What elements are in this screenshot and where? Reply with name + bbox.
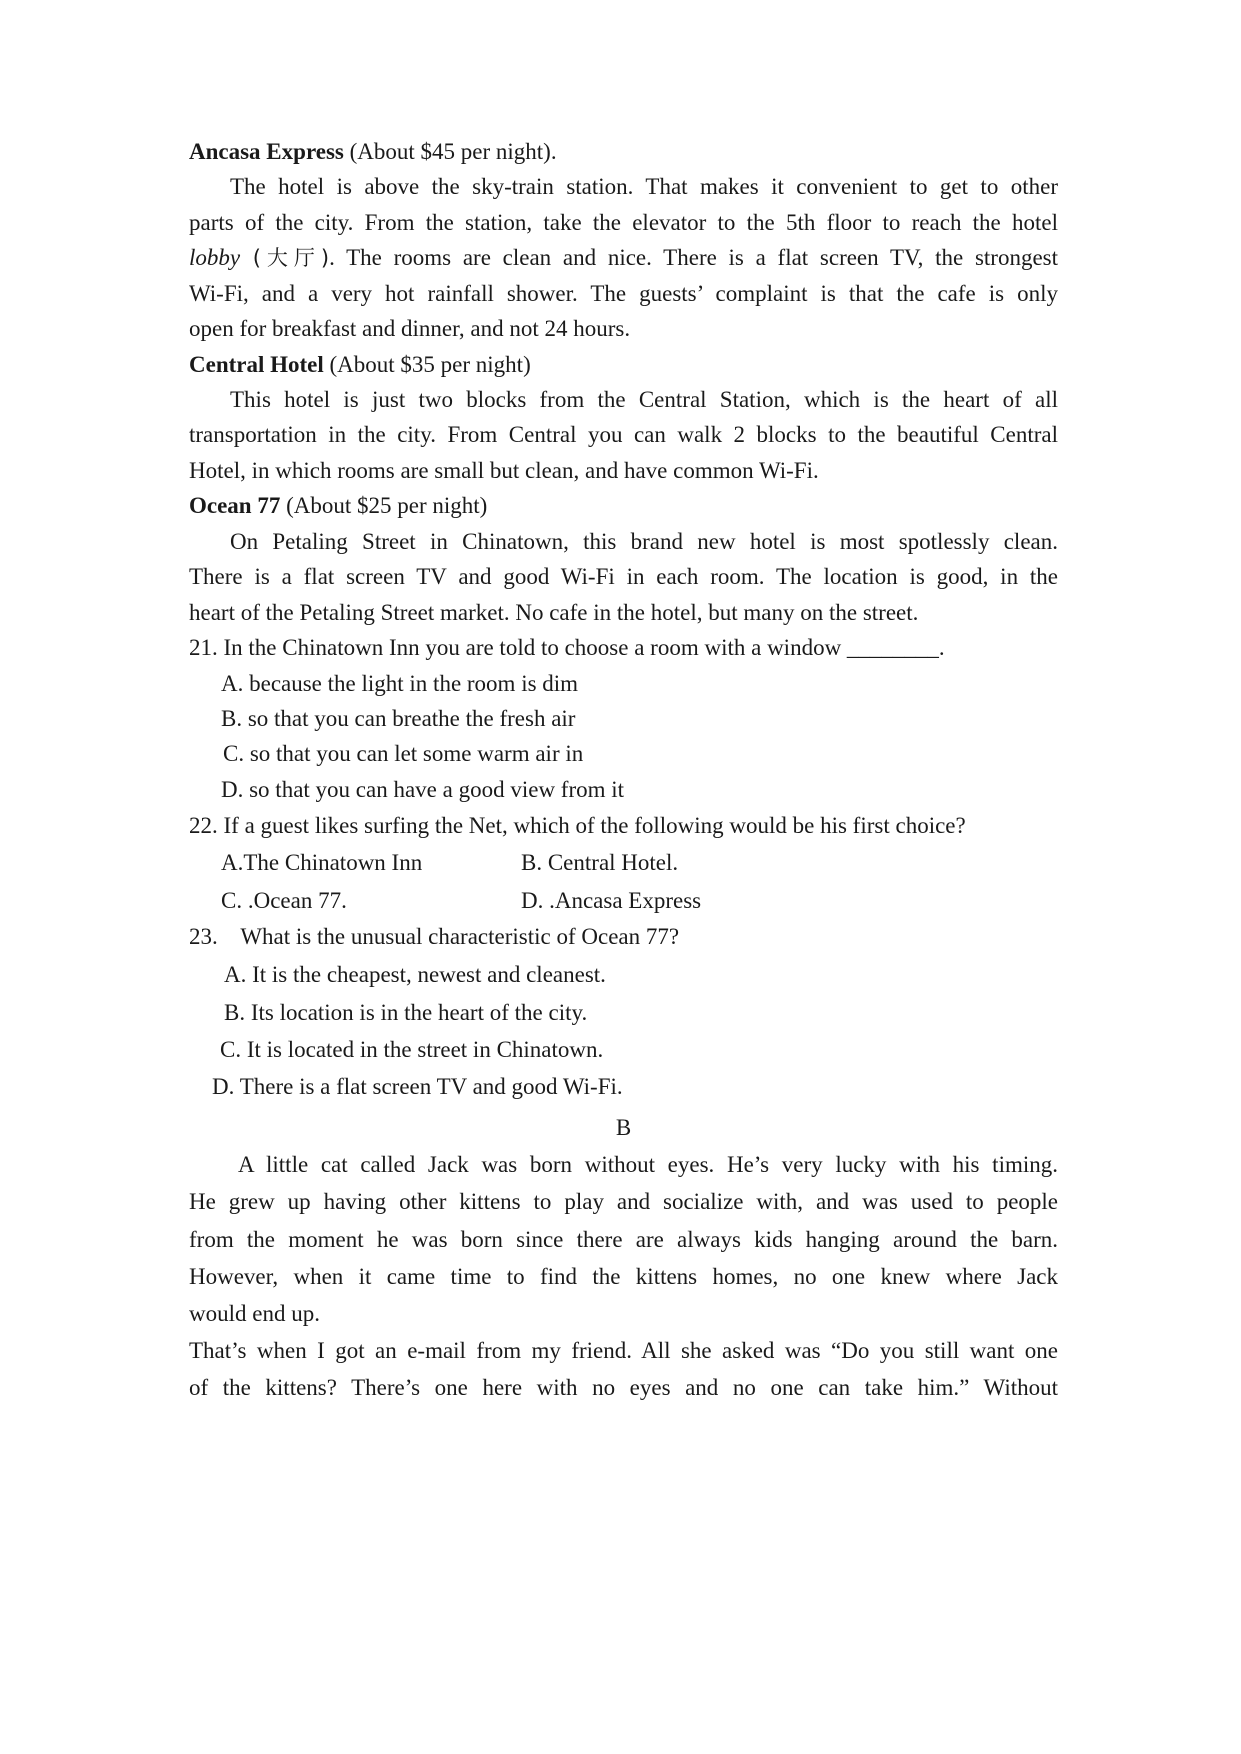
question-option: D. so that you can have a good view from it	[221, 777, 625, 802]
question-option: C. It is located in the street in Chinatown.	[220, 1037, 604, 1062]
hotel-heading-ancasa	[189, 137, 1058, 167]
hotel-price: (About $45 per night).	[343, 139, 557, 164]
hotel-name: Ancasa Express	[189, 139, 344, 164]
hotel-name: Central Hotel	[189, 352, 324, 377]
paragraph-line: would end up.	[189, 1301, 320, 1326]
hotel-price: (About $25 per night)	[280, 493, 488, 518]
question-option: B. so that you can breathe the fresh air	[221, 706, 576, 731]
paragraph-line: from the moment he was born since there are always kids hanging around the barn.	[189, 1227, 1058, 1252]
lobby-word: lobby	[189, 245, 241, 270]
question-option: C. .Ocean 77.	[221, 888, 347, 913]
question-option: A. It is the cheapest, newest and cleanest.	[224, 962, 606, 987]
hotel-heading-central	[189, 350, 1058, 380]
hotel-heading-ocean	[189, 491, 1058, 521]
question-option: A. because the light in the room is dim	[221, 671, 579, 696]
paragraph-line: parts of the city. From the station, take the elevator to the 5th floor to reach the hotel	[189, 210, 1058, 235]
hotel-name: Ocean 77	[189, 493, 281, 518]
question-stem: 22. If a guest likes surfing the Net, which of the following would be his first choice?	[189, 813, 966, 838]
question-option: C. so that you can let some warm air in	[223, 741, 584, 766]
paragraph-line: A little cat called Jack was born without eyes. He’s very lucky with his timing.	[238, 1152, 1058, 1177]
paragraph-line: transportation in the city. From Central you can walk 2 blocks to the beautiful Central	[189, 422, 1058, 447]
paragraph-line: Wi-Fi, and a very hot rainfall shower. The guests’ complaint is that the cafe is only	[189, 281, 1058, 306]
question-option: A.The Chinatown Inn	[221, 850, 423, 875]
paragraph-line: However, when it came time to find the kittens homes, no one knew where Jack	[189, 1264, 1058, 1289]
paragraph-line: open for breakfast and dinner, and not 24 hours.	[189, 316, 631, 341]
question-option: B. Its location is in the heart of the city.	[224, 1000, 588, 1025]
lobby-rest: . The rooms are clean and nice. There is a flat screen TV, the strongest	[329, 245, 1058, 270]
paragraph-line: On Petaling Street in Chinatown, this brand new hotel is most spotlessly clean.	[230, 529, 1058, 554]
paragraph-line: He grew up having other kittens to play and socialize with, and was used to people	[189, 1189, 1058, 1214]
question-option: D. There is a flat screen TV and good Wi-Fi.	[212, 1074, 623, 1099]
paragraph-line: heart of the Petaling Street market. No cafe in the hotel, but many on the street.	[189, 600, 919, 625]
question-stem: 21. In the Chinatown Inn you are told to choose a room with a window ________.	[189, 635, 945, 660]
paragraph-line: There is a flat screen TV and good Wi-Fi in each room. The location is good, in the	[189, 564, 1058, 589]
question-option: D. .Ancasa Express	[521, 888, 702, 913]
paragraph-line: Hotel, in which rooms are small but clean, and have common Wi-Fi.	[189, 458, 819, 483]
paragraph-line: of the kittens? There’s one here with no eyes and no one can take him.” Without	[189, 1375, 1058, 1400]
paragraph-line	[189, 243, 1058, 273]
paragraph-line: That’s when I got an e-mail from my friend. All she asked was “Do you still want one	[189, 1338, 1058, 1363]
paragraph-line: This hotel is just two blocks from the Central Station, which is the heart of all	[230, 387, 1058, 412]
question-option: B. Central Hotel.	[521, 850, 679, 875]
section-heading: B	[615, 1115, 632, 1140]
hotel-price: (About $35 per night)	[323, 352, 531, 377]
paragraph-line: The hotel is above the sky-train station. That makes it convenient to get to other	[230, 174, 1058, 199]
question-stem: 23. What is the unusual characteristic of Ocean 77?	[189, 924, 680, 949]
lobby-chinese: (大厅)	[240, 246, 330, 270]
